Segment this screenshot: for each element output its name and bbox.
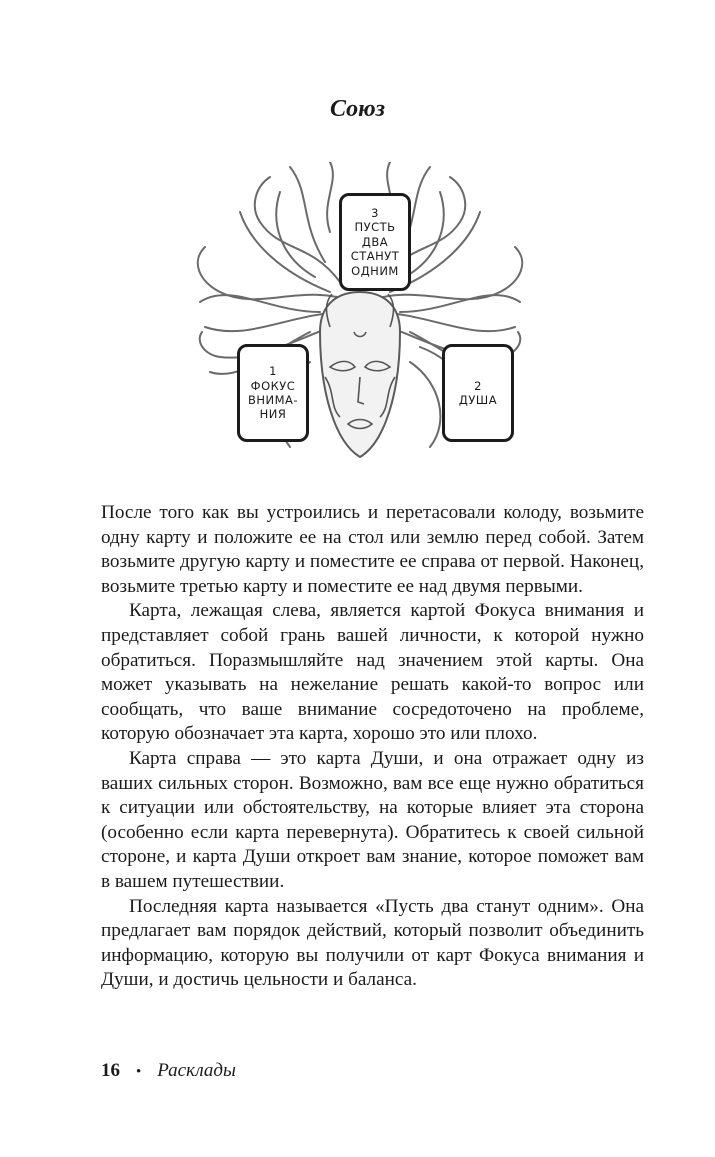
paragraph: Последняя карта называется «Пусть два станут одним». Она предлагает вам порядок действий, который позволит объединить информацию, которую вы получили от карт Фокуса внимания и Души, и достичь цельности и баланса. xyxy=(101,895,644,991)
page-number: 16 xyxy=(101,1060,120,1081)
paragraph: Карта справа — это карта Души, и она отражает одну из ваших сильных сторон. Возможно, вам все еще нужно обратиться к ситуации или обстоятельству, на которые влияет эта сторона (особенно если карта перевернута). Обратитесь к своей сильной стороне, и карта Души откроет вам знание, которое поможет вам в вашем путешествии. xyxy=(101,747,644,892)
card-label-line: СТАНУТ xyxy=(350,249,400,264)
card-label-line: ОДНИМ xyxy=(351,263,399,278)
card-label-line: ПУСТЬ xyxy=(354,220,396,235)
card-number: 1 xyxy=(269,364,277,379)
card-label-line: ДУША xyxy=(458,393,498,407)
body-text xyxy=(101,501,644,993)
page-title: Союз xyxy=(329,96,386,122)
bullet-separator: • xyxy=(136,1064,142,1080)
card-3-let-two-become-one xyxy=(339,193,411,291)
card-number: 2 xyxy=(474,378,482,393)
card-label-line: ВНИМА- xyxy=(247,393,299,407)
card-label-line: ДВА xyxy=(361,234,389,249)
paragraph: Карта, лежащая слева, является картой Фокуса внимания и представляет собой грань вашей личности, к которой нужно обратиться. Поразмышляйте над значением этой карты. Она может указывать на нежелание решать какой-то вопрос или сообщать, что ваше внимание сосредоточено на проблеме, которую обозначает эта карта, хорошо это или плохо. xyxy=(101,600,644,745)
card-2-soul xyxy=(442,344,514,442)
card-label-line: ФОКУС xyxy=(250,378,296,393)
card-1-focus-of-attention xyxy=(237,344,309,442)
card-label-line: НИЯ xyxy=(259,407,287,422)
card-number: 3 xyxy=(371,206,379,221)
paragraph: После того как вы устроились и перетасовали колоду, возьмите одну карту и положите ее на стол или землю перед собой. Затем возьмите другую карту и поместите ее справа от первой. Наконец, возьмите третью карту и поместите ее над двумя первыми. xyxy=(101,502,644,597)
section-name: Расклады xyxy=(157,1060,236,1081)
page-footer xyxy=(101,1060,236,1082)
